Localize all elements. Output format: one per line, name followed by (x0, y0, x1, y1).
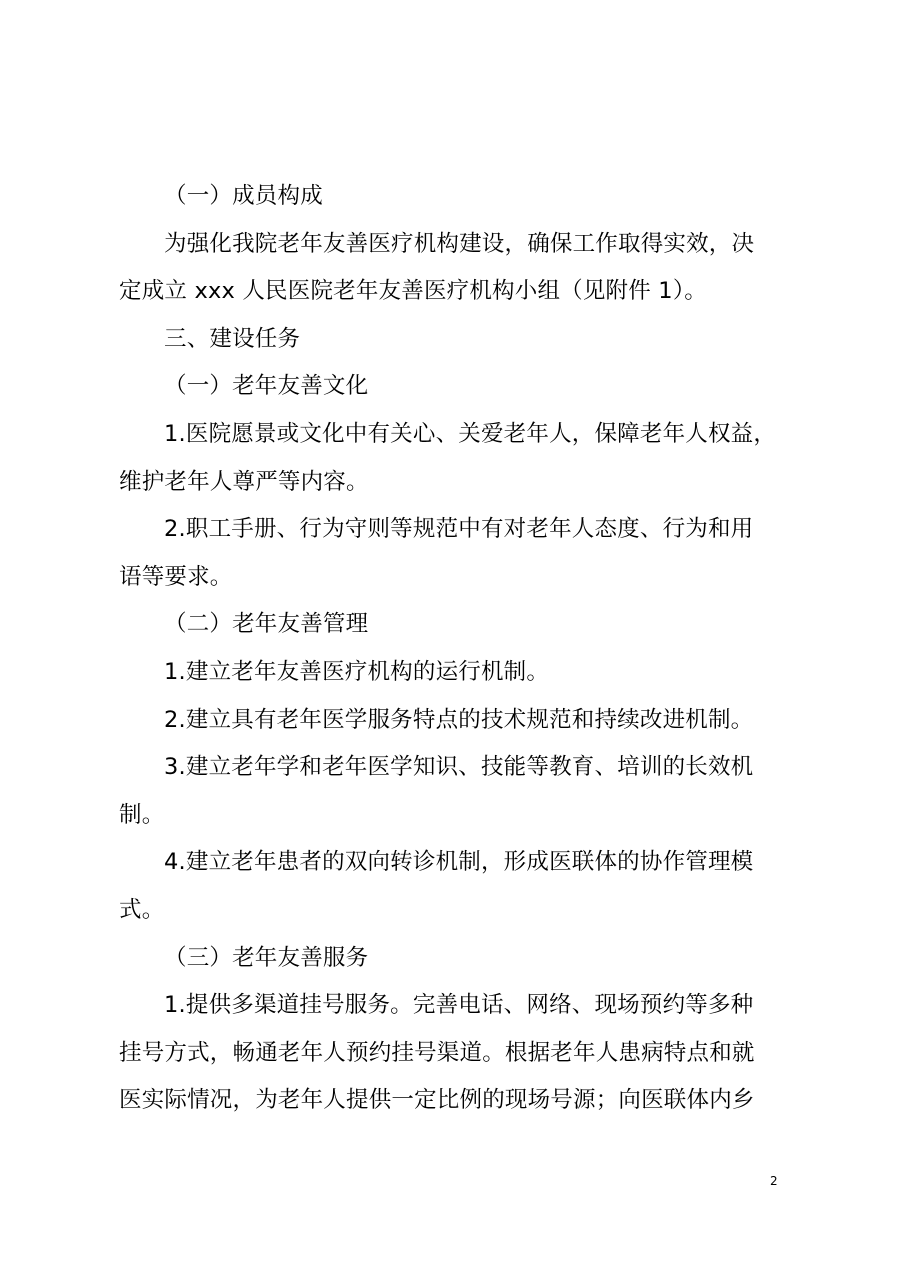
text-line: 1.建立老年友善医疗机构的运行机制。 (164, 658, 550, 685)
subsection-heading: （一）老年友善文化 (164, 373, 369, 400)
text-line: 2.职工手册、行为守则等规范中有对老年人态度、行为和用 (164, 516, 754, 543)
text-line: 4.建立老年患者的双向转诊机制，形成医联体的协作管理模 (164, 849, 754, 876)
text-line: 定成立 xxx 人民医院老年友善医疗机构小组（见附件 1）。 (119, 278, 707, 305)
text-line: 挂号方式，畅通老年人预约挂号渠道。根据老年人患病特点和就 (119, 1039, 755, 1066)
text-line: 3.建立老年学和老年医学知识、技能等教育、培训的长效机 (164, 754, 754, 781)
text-line: 为强化我院老年友善医疗机构建设，确保工作取得实效，决 (164, 230, 755, 257)
text-line: 1.提供多渠道挂号服务。完善电话、网络、现场预约等多种 (164, 992, 754, 1019)
text-line: 医实际情况，为老年人提供一定比例的现场号源；向医联体内乡 (119, 1087, 755, 1114)
text-line: 维护老年人尊严等内容。 (119, 468, 369, 495)
subsection-heading: （三）老年友善服务 (164, 944, 369, 971)
text-line: 语等要求。 (119, 563, 233, 590)
page-number: 2 (770, 1174, 778, 1188)
text-line: 式。 (119, 896, 165, 923)
text-line: （一）成员构成 (164, 183, 323, 209)
text-line: 2.建立具有老年医学服务特点的技术规范和持续改进机制。 (164, 706, 754, 733)
document-body (119, 173, 799, 1125)
text-line: 1.医院愿景或文化中有关心、关爱老年人，保障老年人权益， (164, 420, 777, 447)
text-line: 制。 (119, 801, 165, 828)
subsection-heading: （二）老年友善管理 (164, 611, 369, 638)
section-heading: 三、建设任务 (164, 325, 301, 352)
